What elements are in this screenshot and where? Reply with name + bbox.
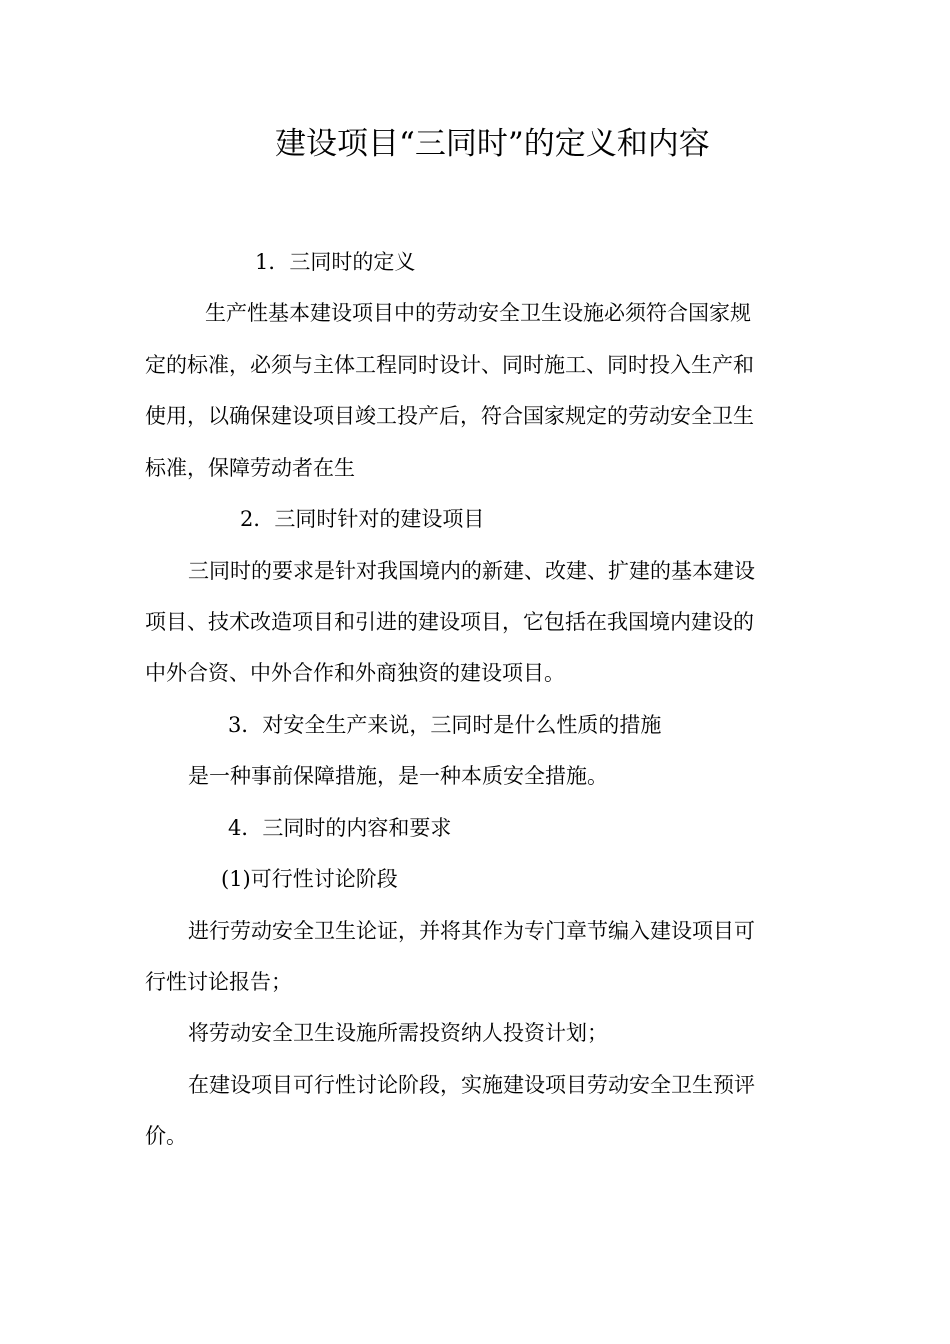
paragraph-line: 在建设项目可行性讨论阶段，实施建设项目劳动安全卫生预评 (188, 1073, 755, 1097)
paragraph-line: 标准，保障劳动者在生 (145, 456, 355, 480)
paragraph-line: 生产性基本建设项目中的劳动安全卫生设施必须符合国家规 (205, 301, 751, 325)
paragraph-line: 三同时的要求是针对我国境内的新建、改建、扩建的基本建设 (188, 559, 755, 583)
paragraph-line: 项目、技术改造项目和引进的建设项目，它包括在我国境内建设的 (145, 610, 754, 634)
paragraph-line: 将劳动安全卫生设施所需投资纳人投资计划； (188, 1021, 608, 1045)
paragraph-line: 价。 (145, 1124, 187, 1148)
paragraph-line: 中外合资、中外合作和外商独资的建设项目。 (145, 661, 565, 685)
paragraph-line: 行性讨论报告； (145, 970, 292, 994)
paragraph-line: 是一种事前保障措施，是一种本质安全措施。 (188, 764, 608, 788)
paragraph-line: 进行劳动安全卫生论证，并将其作为专门章节编入建设项目可 (188, 919, 755, 943)
section-heading-3: 3．对安全生产来说，三同时是什么性质的措施 (228, 713, 662, 737)
section-heading-4: 4．三同时的内容和要求 (228, 816, 452, 840)
section-heading-1: 1．三同时的定义 (255, 250, 416, 274)
paragraph-line: 使用，以确保建设项目竣工投产后，符合国家规定的劳动安全卫生 (145, 404, 754, 428)
subsection-heading: (1)可行性讨论阶段 (221, 867, 398, 891)
section-heading-2: 2．三同时针对的建设项目 (240, 507, 485, 531)
document-title: 建设项目“三同时”的定义和内容 (275, 126, 710, 162)
paragraph-line: 定的标准，必须与主体工程同时设计、同时施工、同时投入生产和 (145, 353, 754, 377)
